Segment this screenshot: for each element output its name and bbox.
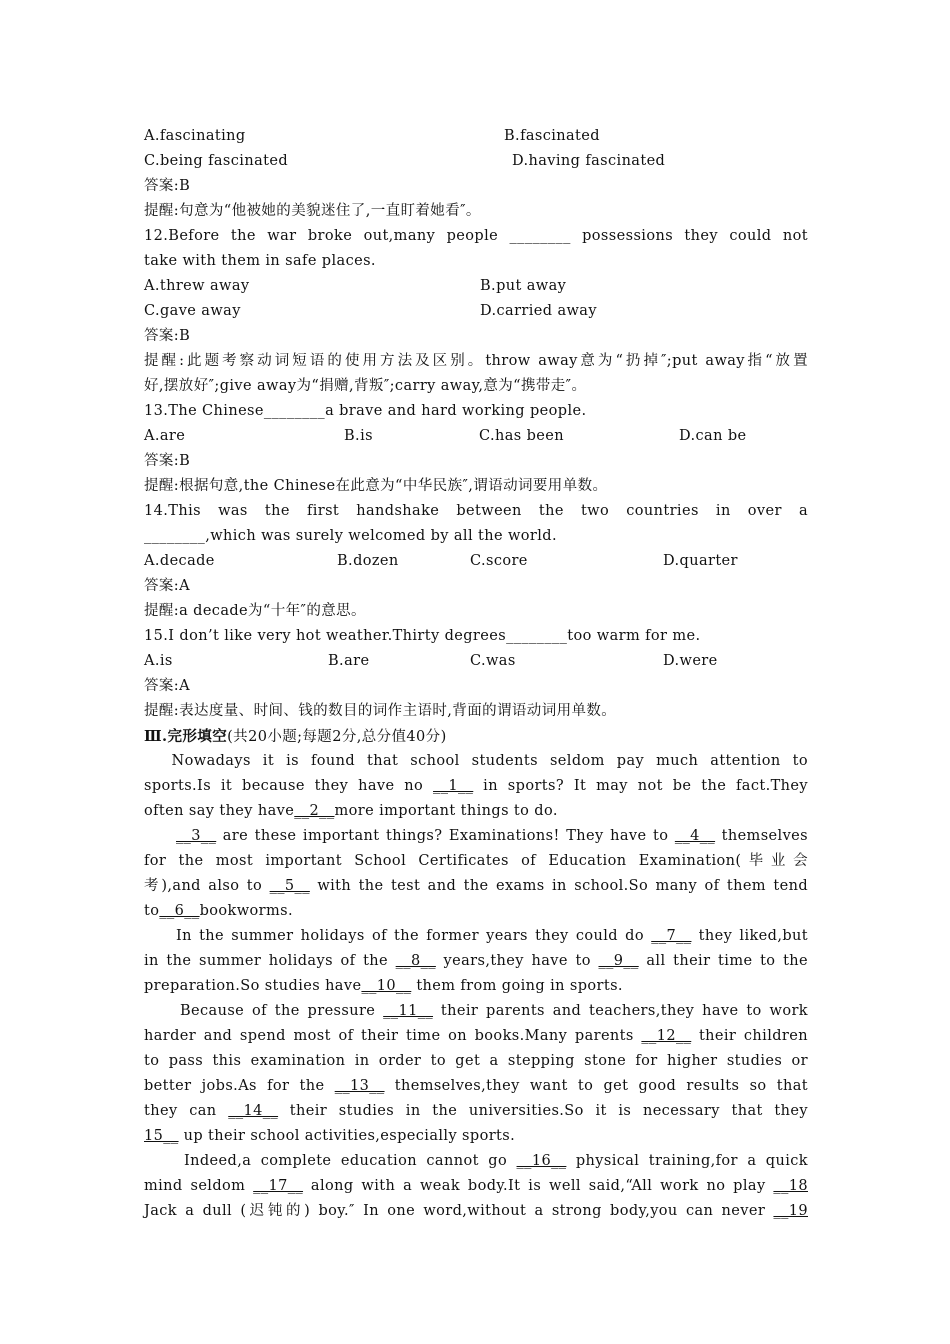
text-run: In the summer holidays of the former years they could do bbox=[176, 928, 644, 944]
q13-hint: 提醒:根据句意,the Chinese在此意为“中华民族″,谓语动词要用单数。 bbox=[144, 478, 608, 494]
q12-option-c: C.gave away bbox=[144, 303, 241, 319]
q11-option-c: C.being fascinated bbox=[144, 153, 289, 169]
text-run: along with a weak body.It is well said,“All work no play bbox=[310, 1178, 766, 1194]
q15-option-c: C.was bbox=[470, 653, 516, 669]
passage-p2-line-1 bbox=[144, 824, 808, 849]
passage-p4-line-3: to pass this examination in order to get a stepping stone for higher studies or bbox=[144, 1053, 808, 1069]
blank-8[interactable]: __8__ bbox=[395, 953, 436, 969]
passage-p4-line-2 bbox=[144, 1024, 808, 1049]
passage-p3-line-1 bbox=[144, 924, 808, 949]
passage-p1-line-3 bbox=[144, 799, 808, 824]
text-run: their children bbox=[698, 1028, 808, 1044]
q14-stem-line-1: 14.This was the first handshake between the two countries in over a bbox=[144, 503, 808, 519]
q11-option-a: A.fascinating bbox=[144, 128, 246, 144]
q15-answer: 答案:A bbox=[144, 678, 190, 694]
q13-answer: 答案:B bbox=[144, 453, 191, 469]
passage-p1-line-1: Nowadays it is found that school students seldom pay much attention to bbox=[171, 753, 808, 769]
text-run: in the summer holidays of the bbox=[144, 953, 389, 969]
text-run: Indeed,a complete education cannot go bbox=[184, 1153, 508, 1169]
q13-option-b: B.is bbox=[344, 428, 373, 444]
q13-options-row bbox=[144, 424, 808, 449]
text-run: Jack a dull (迟钝的) boy.″ In one word,without a strong body,you can never bbox=[144, 1203, 766, 1219]
q12-hint-line-1: 提醒:此题考察动词短语的使用方法及区别。throw away意为“扔掉″;put away指“放置 bbox=[144, 353, 808, 369]
blank-12[interactable]: __12__ bbox=[641, 1028, 692, 1044]
q14-option-b: B.dozen bbox=[337, 553, 399, 569]
text-run: bookworms. bbox=[199, 903, 293, 919]
q14-hint: 提醒:a decade为“十年″的意思。 bbox=[144, 603, 366, 619]
passage-p3-line-2 bbox=[144, 949, 808, 974]
text-run: often say they have bbox=[144, 803, 295, 819]
text-run: are these important things? Examinations! They have to bbox=[222, 828, 669, 844]
blank-11[interactable]: __11__ bbox=[383, 1003, 434, 1019]
blank-16[interactable]: __16__ bbox=[516, 1153, 567, 1169]
q12-stem-line-1: 12.Before the war broke out,many people ________ possessions they could not bbox=[144, 228, 808, 244]
passage-p4-line-6 bbox=[144, 1124, 808, 1149]
section-3-title: Ⅲ.完形填空 bbox=[144, 728, 228, 745]
passage-p5-line-3 bbox=[144, 1199, 808, 1224]
blank-14[interactable]: __14__ bbox=[228, 1103, 279, 1119]
blank-9[interactable]: __9__ bbox=[598, 953, 639, 969]
text-run: in sports? It may not be the fact.They bbox=[483, 778, 808, 794]
text-run: preparation.So studies have bbox=[144, 978, 362, 994]
q13-stem: 13.The Chinese________a brave and hard working people. bbox=[144, 403, 587, 419]
text-run: mind seldom bbox=[144, 1178, 246, 1194]
q12-option-d: D.carried away bbox=[480, 303, 597, 319]
text-run: they can bbox=[144, 1103, 217, 1119]
q12-stem-line-2: take with them in safe places. bbox=[144, 253, 376, 269]
section-3-heading bbox=[144, 724, 808, 749]
blank-4[interactable]: __4__ bbox=[674, 828, 716, 844]
q15-option-d: D.were bbox=[663, 653, 718, 669]
text-run: they liked,but bbox=[698, 928, 809, 944]
q13-option-d: D.can be bbox=[679, 428, 747, 444]
q14-option-d: D.quarter bbox=[663, 553, 738, 569]
q12-options-row-2 bbox=[144, 299, 808, 324]
passage-p5-line-2 bbox=[144, 1174, 808, 1199]
passage-p4-line-4 bbox=[144, 1074, 808, 1099]
passage-p4-line-5 bbox=[144, 1099, 808, 1124]
blank-2[interactable]: __2__ bbox=[294, 803, 335, 819]
q11-option-d: D.having fascinated bbox=[512, 153, 666, 169]
text-run: all their time to the bbox=[646, 953, 809, 969]
passage-p2-line-4 bbox=[144, 899, 808, 924]
q12-options-row-1 bbox=[144, 274, 808, 299]
q12-option-b: B.put away bbox=[480, 278, 567, 294]
q14-stem-line-2: ________,which was surely welcomed by all the world. bbox=[144, 528, 557, 544]
passage-p3-line-3 bbox=[144, 974, 808, 999]
q15-options-row bbox=[144, 649, 808, 674]
q15-hint: 提醒:表达度量、时间、钱的数目的词作主语时,背面的谓语动词用单数。 bbox=[144, 703, 617, 719]
blank-17[interactable]: __17__ bbox=[253, 1178, 304, 1194]
text-run: 考),and also to bbox=[144, 878, 263, 894]
blank-15[interactable]: 15__ bbox=[144, 1128, 179, 1144]
q14-option-a: A.decade bbox=[144, 553, 215, 569]
q15-stem: 15.I don’t like very hot weather.Thirty degrees________too warm for me. bbox=[144, 628, 701, 644]
text-run: physical training,for a quick bbox=[575, 1153, 808, 1169]
passage-p2-line-3 bbox=[144, 874, 808, 899]
text-run: with the test and the exams in school.So many of them tend bbox=[317, 878, 809, 894]
q12-answer: 答案:B bbox=[144, 328, 191, 344]
passage-p5-line-1 bbox=[144, 1149, 808, 1174]
q11-hint: 提醒:句意为“他被她的美貌迷住了,一直盯着她看″。 bbox=[144, 203, 481, 219]
q15-option-b: B.are bbox=[328, 653, 370, 669]
q11-options-row-1 bbox=[144, 124, 808, 149]
text-run: their parents and teachers,they have to work bbox=[440, 1003, 808, 1019]
q14-options-row bbox=[144, 549, 808, 574]
blank-5[interactable]: __5__ bbox=[269, 878, 310, 894]
blank-13[interactable]: __13__ bbox=[334, 1078, 385, 1094]
blank-1[interactable]: __1__ bbox=[433, 778, 474, 794]
q15-option-a: A.is bbox=[144, 653, 173, 669]
q14-option-c: C.score bbox=[470, 553, 528, 569]
passage-p4-line-1 bbox=[144, 999, 808, 1024]
q13-option-c: C.has been bbox=[479, 428, 565, 444]
q13-option-a: A.are bbox=[144, 428, 186, 444]
q14-answer: 答案:A bbox=[144, 578, 190, 594]
text-run: up their school activities,especially sports. bbox=[183, 1128, 516, 1144]
q11-option-b: B.fascinated bbox=[504, 128, 600, 144]
text-run: them from going in sports. bbox=[416, 978, 623, 994]
text-run: harder and spend most of their time on books.Many parents bbox=[144, 1028, 634, 1044]
blank-10[interactable]: __10__ bbox=[361, 978, 412, 994]
blank-19[interactable]: __19 bbox=[773, 1203, 808, 1219]
q11-options-row-2 bbox=[144, 149, 808, 174]
text-run: themselves,they want to get good results so that bbox=[394, 1078, 808, 1094]
text-run: better jobs.As for the bbox=[144, 1078, 325, 1094]
q11-answer: 答案:B bbox=[144, 178, 191, 194]
q12-hint-line-2: 好,摆放好″;give away为“捐赠,背叛″;carry away,意为“携带走″。 bbox=[144, 378, 587, 394]
text-run: years,they have to bbox=[443, 953, 591, 969]
text-run: sports.Is it because they have no bbox=[144, 778, 424, 794]
blank-6[interactable]: __6__ bbox=[159, 903, 200, 919]
text-run: to bbox=[144, 903, 160, 919]
section-3-note: (共20小题;每题2分,总分值40分) bbox=[227, 729, 447, 745]
text-run: Because of the pressure bbox=[180, 1003, 376, 1019]
blank-7[interactable]: __7__ bbox=[651, 928, 692, 944]
document-page bbox=[144, 124, 808, 1224]
passage-p2-line-2: for the most important School Certificates of Education Examination(毕业会 bbox=[144, 853, 808, 869]
blank-18[interactable]: __18 bbox=[773, 1178, 808, 1194]
passage-p1-line-2 bbox=[144, 774, 808, 799]
q12-option-a: A.threw away bbox=[144, 278, 250, 294]
text-run: their studies in the universities.So it is necessary that they bbox=[289, 1103, 808, 1119]
text-run: more important things to do. bbox=[334, 803, 558, 819]
blank-3[interactable]: __3__ bbox=[176, 828, 217, 844]
text-run: themselves bbox=[721, 828, 808, 844]
